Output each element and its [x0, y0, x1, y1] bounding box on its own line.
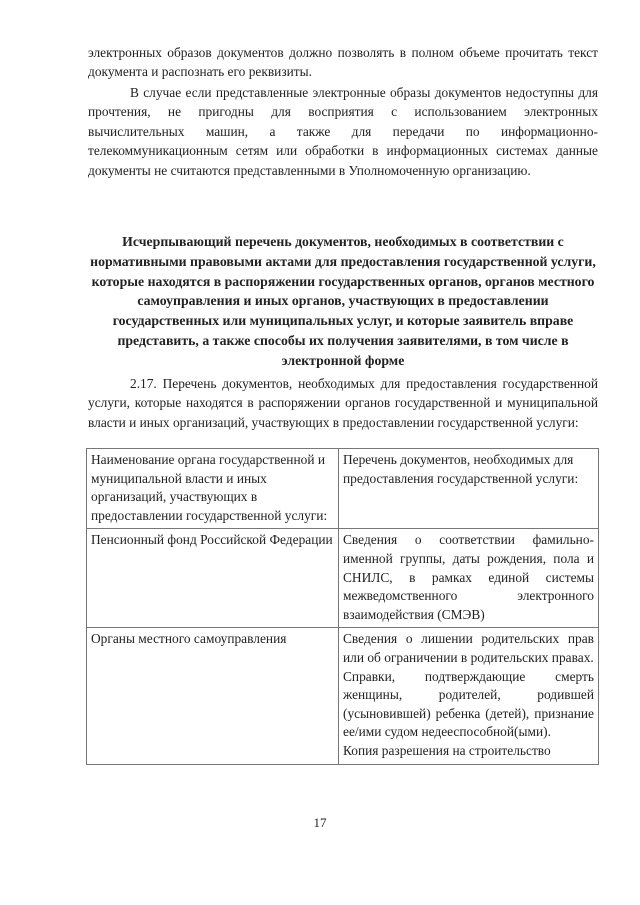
table-row — [87, 628, 599, 764]
paragraph-unreadable-images: В случае если представленные электронные образы документов недоступны для прочтения, не пригодны для восприятия с использованием электронных вычислительных машин, а также для передачи по информационно-телекоммуникационным сетям или обработки в информационных системах данные документы не считаются представленными в Уполномоченную организацию. — [88, 85, 598, 178]
page-number: 17 — [313, 815, 327, 830]
section-heading: Исчерпывающий перечень документов, необходимых в соответствии с нормативными правовыми актами для предоставления государственной услуги, которые находятся в распоряжении государственных органов, органов местного самоуправления и иных органов, участвующих в предоставлении государственных или муниципальных услуг, и которые заявитель вправе представить, а также способы их получения заявителями, в том числе в электронной форме — [90, 234, 596, 368]
table-cell-organization: Пенсионный фонд Российской Федерации — [87, 529, 339, 628]
document-item: Справки, подтверждающие смерть женщины, родителей, родившей (усыновившей) ребенка (детей), признание ее/ими судом недееспособной(ыми). — [343, 668, 594, 740]
table-cell-documents — [339, 529, 599, 628]
table-header-documents: Перечень документов, необходимых для предоставления государственной услуги: — [339, 449, 599, 529]
document-item: Сведения о лишении родительских прав или об ограничении в родительских правах. — [343, 631, 594, 665]
table-cell-organization: Органы местного самоуправления — [87, 628, 339, 764]
document-item: Сведения о соответствии фамильно-именной группы, даты рождения, пола и СНИЛС, в рамках единой системы межведомственного электронного взаимодействия (СМЭВ) — [343, 532, 594, 622]
paragraph-2-17: 2.17. Перечень документов, необходимых для предоставления государственной услуги, которые находятся в распоряжении органов государственной и муниципальной власти и иных организаций, участвующих в предоставлении государственной услуги: — [88, 376, 598, 430]
paragraph-continuation: электронных образов документов должно позволять в полном объеме прочитать текст документа и распознать его реквизиты. — [88, 45, 598, 80]
table-header-organization: Наименование органа государственной и муниципальной власти и иных организаций, участвующих в предоставлении государственной услуги: — [87, 449, 339, 529]
table-cell-documents — [339, 628, 599, 764]
documents-table — [86, 448, 599, 765]
table-header-row — [87, 449, 599, 529]
table-row — [87, 529, 599, 628]
document-item: Копия разрешения на строительство — [343, 742, 551, 758]
